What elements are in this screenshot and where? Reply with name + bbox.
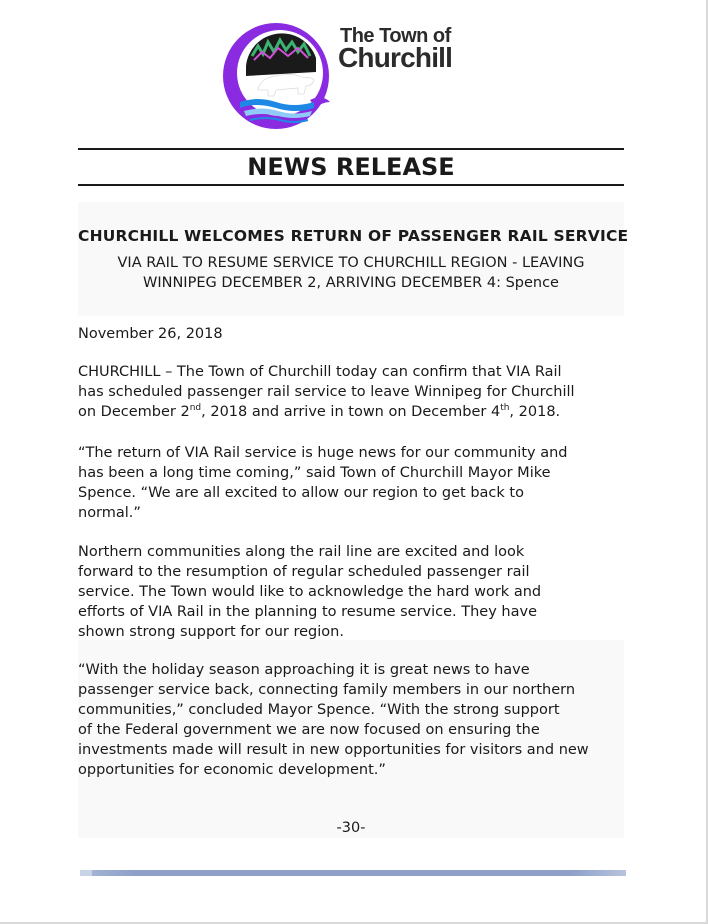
end-marker: -30- bbox=[336, 820, 366, 836]
dateline: November 26, 2018 bbox=[78, 326, 223, 342]
headline: CHURCHILL WELCOMES RETURN OF PASSENGER RAIL SERVICE bbox=[78, 227, 629, 245]
logo-title-line1: The Town of bbox=[340, 25, 451, 47]
paragraph-2-line: has been a long time coming,” said Town of Churchill Mayor Mike bbox=[78, 465, 551, 481]
paragraph-1-line: CHURCHILL – The Town of Churchill today can confirm that VIA Rail bbox=[78, 364, 562, 380]
page-title: NEWS RELEASE bbox=[247, 153, 455, 181]
paragraph-1-line: has scheduled passenger rail service to leave Winnipeg for Churchill bbox=[78, 384, 575, 400]
paragraph-2-line: normal.” bbox=[78, 505, 141, 521]
subheadline-line1: VIA RAIL TO RESUME SERVICE TO CHURCHILL REGION - LEAVING bbox=[117, 255, 585, 271]
title-rule-bottom bbox=[78, 184, 624, 186]
paragraph-3-line: shown strong support for our region. bbox=[78, 624, 344, 640]
footer-bar bbox=[80, 870, 626, 876]
logo-title-line2: Churchill bbox=[338, 42, 453, 73]
paragraph-3-line: efforts of VIA Rail in the planning to resume service. They have bbox=[78, 604, 537, 620]
paragraph-1-line: on December 2nd, 2018 and arrive in town on December 4th, 2018. bbox=[78, 403, 561, 420]
town-logo bbox=[218, 16, 498, 134]
paragraph-2-line: Spence. “We are all excited to allow our region to get back to bbox=[78, 485, 524, 501]
subheadline-line2: WINNIPEG DECEMBER 2, ARRIVING DECEMBER 4: Spence bbox=[143, 275, 559, 291]
paragraph-1 bbox=[78, 362, 630, 422]
paragraph-3-line: service. The Town would like to acknowledge the hard work and bbox=[78, 584, 542, 600]
churchill-emblem-icon bbox=[218, 16, 338, 134]
paragraph-4-line: investments made will result in new opportunities for visitors and new bbox=[78, 742, 589, 758]
paragraph-4-line: of the Federal government we are now focused on ensuring the bbox=[78, 722, 540, 738]
paragraph-4-line: opportunities for economic development.” bbox=[78, 762, 386, 778]
paragraph-2 bbox=[78, 443, 630, 523]
paragraph-3 bbox=[78, 542, 630, 642]
paragraph-4-line: communities,” concluded Mayor Spence. “With the strong support bbox=[78, 702, 560, 718]
paragraph-4-line: passenger service back, connecting family members in our northern bbox=[78, 682, 576, 698]
title-rule-top bbox=[78, 148, 624, 150]
paragraph-4-line: “With the holiday season approaching it is great news to have bbox=[78, 662, 530, 678]
paragraph-3-line: Northern communities along the rail line are excited and look bbox=[78, 544, 525, 560]
paragraph-4 bbox=[78, 660, 630, 780]
paragraph-2-line: “The return of VIA Rail service is huge news for our community and bbox=[78, 445, 568, 461]
footer-bar-cap bbox=[80, 870, 92, 876]
subheadline bbox=[78, 253, 624, 293]
paragraph-3-line: forward to the resumption of regular scheduled passenger rail bbox=[78, 564, 530, 580]
